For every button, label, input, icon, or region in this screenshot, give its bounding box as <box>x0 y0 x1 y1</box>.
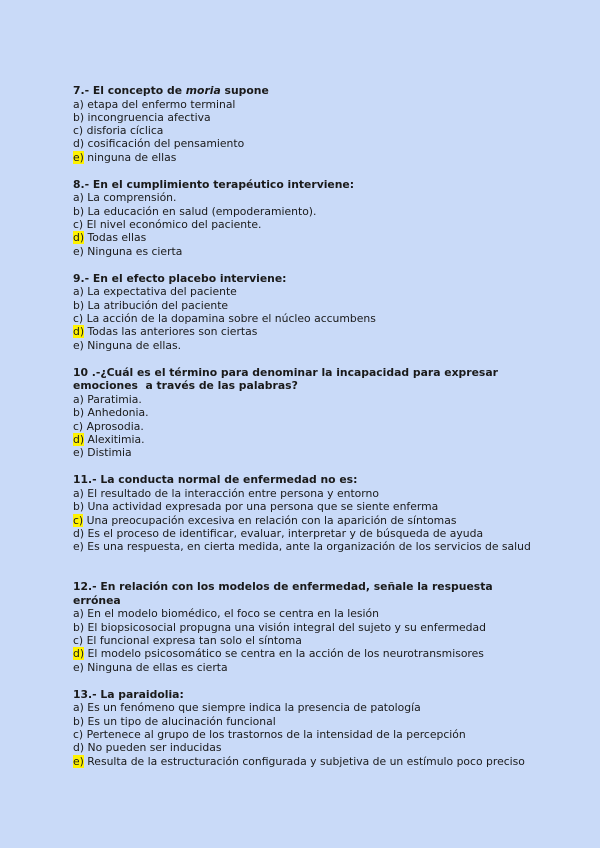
answer-option <box>73 98 540 111</box>
answer-letter: e) <box>73 446 84 460</box>
answer-text: Es un tipo de alucinación funcional <box>84 714 276 728</box>
answer-option <box>73 205 540 218</box>
answer-option <box>73 701 540 714</box>
spacer <box>73 164 540 178</box>
answer-option <box>73 540 540 553</box>
question-block <box>73 272 540 352</box>
answer-letter: c) <box>73 634 84 648</box>
question-title: 11.- La conducta normal de enfermedad no es: <box>73 473 358 487</box>
answer-option <box>73 715 540 728</box>
spacer <box>73 459 540 473</box>
answer-option <box>73 111 540 124</box>
answer-letter-highlighted: e) <box>73 150 84 164</box>
answer-text: Alexitimia. <box>84 432 145 446</box>
answer-option <box>73 621 540 634</box>
answer-letter: b) <box>73 298 85 312</box>
answer-text: La expectativa del paciente <box>83 285 237 299</box>
answer-option <box>73 325 540 338</box>
answer-letter: e) <box>73 540 84 554</box>
answer-option <box>73 741 540 754</box>
answer-option <box>73 728 540 741</box>
answer-letter: a) <box>73 285 84 299</box>
answer-letter-highlighted: d) <box>73 231 85 245</box>
spacer <box>73 553 540 580</box>
question-block <box>73 580 540 673</box>
answer-letter-highlighted: d) <box>73 432 85 446</box>
answer-text: La atribución del paciente <box>84 298 229 312</box>
answer-text: El funcional expresa tan solo el síntoma <box>83 634 302 648</box>
answer-option <box>73 527 540 540</box>
spacer <box>73 674 540 688</box>
answer-text: La comprensión. <box>83 191 177 205</box>
answer-text: Pertenece al grupo de los trastornos de la intensidad de la percepción <box>83 728 466 741</box>
answer-text: incongruencia afectiva <box>84 110 211 124</box>
answer-text: Ninguna es cierta <box>83 244 183 258</box>
answer-text: ninguna de ellas <box>83 150 177 164</box>
answer-letter: b) <box>73 110 85 124</box>
answer-letter-highlighted: c) <box>73 513 84 527</box>
answer-text: Ninguna de ellas es cierta <box>83 660 228 674</box>
answer-text: La educación en salud (empoderamiento). <box>84 204 317 218</box>
answer-letter: d) <box>73 137 85 151</box>
answer-letter-highlighted: d) <box>73 647 85 661</box>
answer-letter: c) <box>73 419 84 433</box>
answer-text: El biopsicosocial propugna una visión integral del sujeto y su enfermedad <box>84 620 486 634</box>
answer-letter: a) <box>73 97 84 111</box>
answer-option <box>73 191 540 204</box>
answer-text: cosificación del pensamiento <box>84 137 245 151</box>
answer-text: El resultado de la interacción entre persona y entorno <box>83 486 379 500</box>
answer-text: Todas ellas <box>84 231 147 245</box>
answer-option <box>73 299 540 312</box>
answer-text: Es un fenómeno que siempre indica la presencia de patología <box>83 701 421 715</box>
answer-text: No pueden ser inducidas <box>84 741 222 755</box>
question-title-text: supone <box>220 84 269 97</box>
answer-letter-highlighted: d) <box>73 325 85 339</box>
answer-letter-highlighted: e) <box>73 754 84 768</box>
answer-letter: e) <box>73 660 84 674</box>
answer-letter: a) <box>73 607 84 621</box>
answer-text: Paratimia. <box>83 392 142 406</box>
answer-option <box>73 393 540 406</box>
answer-text: Resulta de la estructuración configurada y subjetiva de un estímulo poco preciso <box>83 754 525 768</box>
answer-text: Una preocupación excesiva en relación con la aparición de síntomas <box>83 513 457 527</box>
answer-letter: b) <box>73 500 85 514</box>
spacer <box>73 352 540 366</box>
answer-option <box>73 487 540 500</box>
question-title: 9.- En el efecto placebo interviene: <box>73 271 287 285</box>
answer-option <box>73 312 540 325</box>
answer-text: Aprosodia. <box>83 419 144 433</box>
question-title: 8.- En el cumplimiento terapéutico interviene: <box>73 177 355 191</box>
answer-letter: b) <box>73 204 85 218</box>
answer-option <box>73 218 540 231</box>
answer-text: Anhedonia. <box>84 406 149 420</box>
answer-option <box>73 151 540 164</box>
answer-text: Es una respuesta, en cierta medida, ante la organización de los servicios de salud <box>83 540 531 554</box>
answer-letter: a) <box>73 191 84 205</box>
answer-letter: e) <box>73 338 84 352</box>
answer-letter: b) <box>73 714 85 728</box>
answer-letter: b) <box>73 406 85 420</box>
question-title: 12.- En relación con los modelos de enfermedad, señale la respuesta errónea <box>73 580 497 607</box>
answer-letter: a) <box>73 486 84 500</box>
answer-option <box>73 231 540 244</box>
answer-option <box>73 137 540 150</box>
answer-letter: d) <box>73 526 85 540</box>
question-block <box>73 366 540 459</box>
question-title: 13.- La paraidolia: <box>73 687 184 701</box>
answer-option <box>73 245 540 258</box>
answer-option <box>73 124 540 137</box>
answer-text: Distimia <box>83 446 132 460</box>
answer-option <box>73 406 540 419</box>
answer-letter: c) <box>73 124 84 138</box>
answer-text: La acción de la dopamina sobre el núcleo accumbens <box>83 312 376 326</box>
answer-option <box>73 661 540 674</box>
answer-text: disforia cíclica <box>83 124 164 138</box>
answer-option <box>73 647 540 660</box>
answer-letter: a) <box>73 701 84 715</box>
answer-letter: c) <box>73 218 84 232</box>
answer-text: Una actividad expresada por una persona que se siente enferma <box>84 500 439 514</box>
answer-letter: d) <box>73 741 85 755</box>
answer-text: En el modelo biomédico, el foco se centra en la lesión <box>83 607 379 621</box>
answer-letter: a) <box>73 392 84 406</box>
answer-option <box>73 514 540 527</box>
answer-letter: b) <box>73 620 85 634</box>
answer-option <box>73 634 540 647</box>
answer-text: Todas las anteriores son ciertas <box>84 325 258 339</box>
answer-text: Es el proceso de identificar, evaluar, interpretar y de búsqueda de ayuda <box>84 526 484 540</box>
answer-text: El nivel económico del paciente. <box>83 218 262 232</box>
question-block <box>73 84 540 164</box>
answer-option <box>73 607 540 620</box>
answer-option <box>73 285 540 298</box>
answer-option <box>73 420 540 433</box>
question-title <box>73 84 540 98</box>
answer-option <box>73 446 540 459</box>
question-block <box>73 473 540 553</box>
spacer <box>73 258 540 272</box>
answer-text: Ninguna de ellas. <box>83 338 182 352</box>
answer-letter: e) <box>73 244 84 258</box>
answer-option <box>73 433 540 446</box>
answer-text: El modelo psicosomático se centra en la acción de los neurotransmisores <box>84 647 484 661</box>
answer-letter: c) <box>73 728 84 741</box>
question-title: 10 .-¿Cuál es el término para denominar la incapacidad para expresar emociones a través de las palabras? <box>73 365 498 393</box>
answer-option <box>73 755 540 768</box>
answer-option <box>73 500 540 513</box>
question-title-emphasis: moria <box>185 84 221 97</box>
answer-letter: c) <box>73 312 84 326</box>
question-title-text: 7.- El concepto de <box>73 84 186 97</box>
answer-text: etapa del enfermo terminal <box>83 97 236 111</box>
question-block <box>73 178 540 258</box>
question-block <box>73 688 540 768</box>
answer-option <box>73 339 540 352</box>
